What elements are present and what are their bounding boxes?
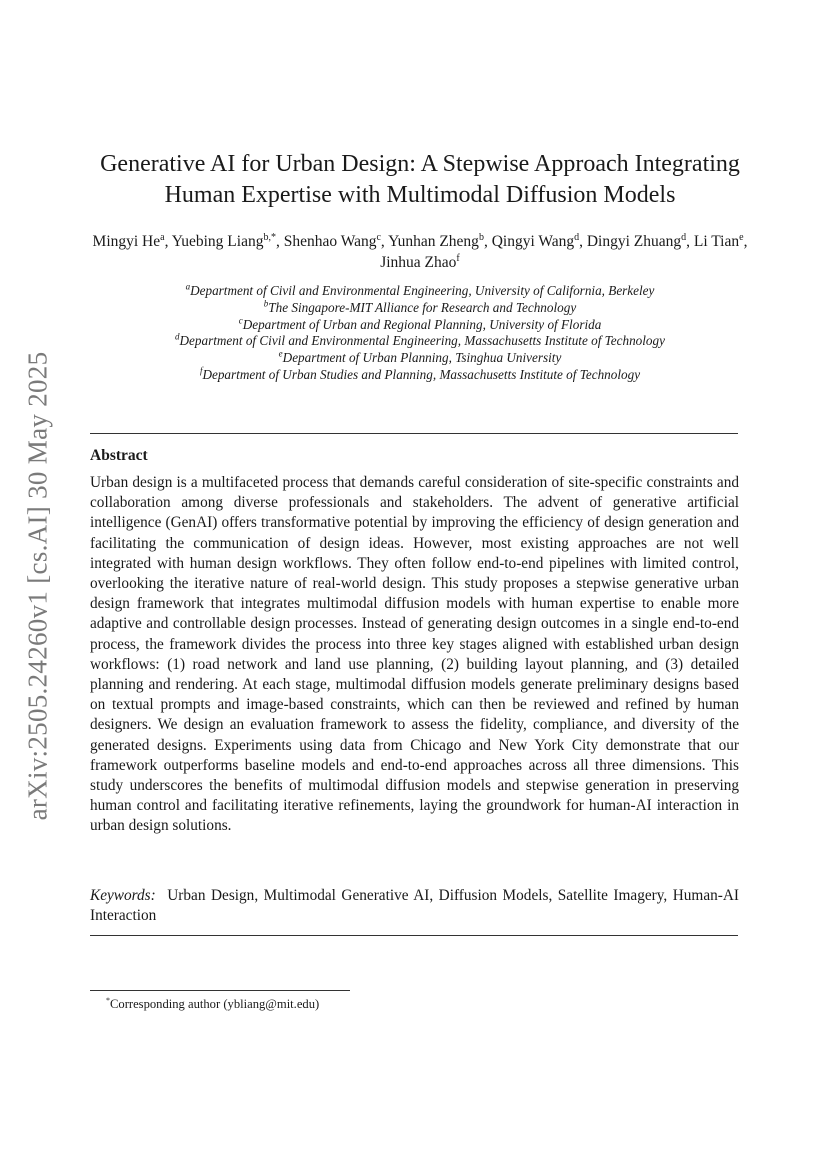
footnote-text: Corresponding author (ybliang@mit.edu) (110, 997, 320, 1012)
author: Jinhua Zhao$^f$ (380, 252, 460, 271)
arxiv-stamp[interactable]: arXiv:2505.24260v1 [cs.AI] 30 May 2025 (22, 351, 53, 821)
author: Shenhao Wang$^c$ (283, 231, 381, 250)
footnote-mark: * (106, 996, 110, 1005)
affiliation: $^a$Department of Civil and Environmental Engineering, University of California, Berkeley (185, 281, 655, 298)
affiliation: $^f$Department of Urban Studies and Planning, Massachusetts Institute of Technology (199, 365, 641, 382)
affiliation: $^b$The Singapore-MIT Alliance for Research and Technology (263, 298, 577, 315)
abstract-text: Urban design is a multifaceted process that demands careful consideration of site-specific constraints and collaboration among diverse professionals and stakeholders. The advent of generative artificial intelligence (GenAI) offers transformative potential by improving the efficiency of design generation and facilitating the communication of design ideas. However, most existing approaches are not well integrated with human design workflows. They often follow end-to-end pipelines with limited control, overlooking the iterative nature of real-world design. This study proposes a stepwise generative urban design framework that integrates multimodal diffusion models with human expertise to enable more adaptive and controllable design processes. Instead of generating design outcomes in a single end-to-end process, the framework divides the process into three key stages aligned with established urban design workflows: (1) road network and land use planning, (2) building layout planning, and (3) detailed planning and rendering. At each stage, multimodal diffusion models generate preliminary designs based on textual prompts and image-based constraints, which can then be reviewed and refined by human designers. We design an evaluation framework to assess the fidelity, compliance, and diversity of the generated designs. Experiments using data from Chicago and New York City demonstrate that our framework outperforms baseline models and end-to-end approaches across all three dimensions. This study underscores the benefits of multimodal diffusion models and stepwise generation in preserving human control and facilitating iterative refinements, laying the groundwork for human-AI interaction in urban design solutions. (90, 474, 739, 835)
author: Yuebing Liang$^{b,*}$ (171, 231, 276, 250)
abstract-top-rule (90, 433, 738, 434)
author: Mingyi He$^a$ (92, 231, 165, 250)
author-list: Mingyi He$^a$, Yuebing Liang$^{b,*}$, Shenhao Wang$^c$, Yunhan Zheng$^b$, Qingyi Wang$^d$, Dingyi Zhuang$^d$, Li Tian$^e$, Jinhua Zhao$^f$ (92, 231, 748, 271)
footnote-rule (90, 990, 350, 991)
affiliation: $^e$Department of Urban Planning, Tsinghua University (278, 348, 562, 366)
author: Dingyi Zhuang$^d$ (586, 231, 687, 250)
abstract-heading: Abstract (90, 447, 148, 464)
keywords-text: Urban Design, Multimodal Generative AI, Diffusion Models, Satellite Imagery, Human-AI Interaction (90, 887, 740, 925)
footnote (106, 993, 319, 1012)
title-line-1: Generative AI for Urban Design: A Stepwise Approach Integrating (100, 151, 740, 177)
author: Qingyi Wang$^d$ (491, 231, 580, 250)
author: Li Tian$^e$ (693, 231, 744, 250)
title-line-2: Human Expertise with Multimodal Diffusion Models (164, 182, 676, 208)
keywords (90, 886, 739, 926)
affiliation-list (80, 283, 760, 384)
affiliation: $^d$Department of Civil and Environmental Engineering, Massachusetts Institute of Technology (175, 332, 665, 349)
affiliation: $^c$Department of Urban and Regional Planning, University of Florida (238, 315, 602, 332)
paper-title (60, 149, 780, 211)
abstract-bottom-rule (90, 935, 738, 936)
keywords-label: Keywords: (90, 887, 156, 904)
author: Yunhan Zheng$^b$ (388, 231, 484, 250)
